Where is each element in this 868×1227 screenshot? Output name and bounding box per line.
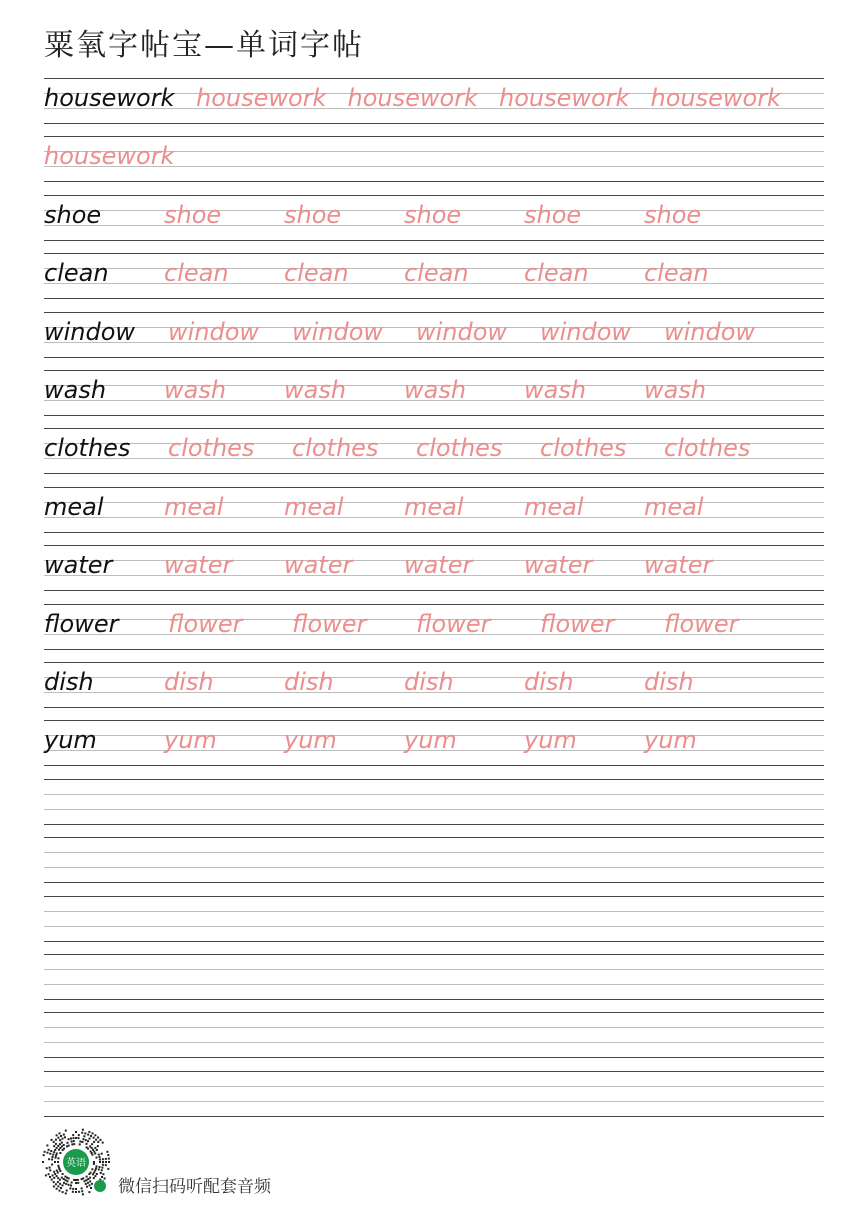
word-row	[44, 253, 824, 298]
word-row	[44, 487, 824, 532]
ruled-block	[44, 136, 824, 181]
ruled-block	[44, 837, 824, 882]
trace-word: yum	[524, 726, 577, 755]
ruled-block	[44, 312, 824, 357]
trace-word: water	[644, 551, 713, 580]
ruled-line-bottom	[44, 1057, 824, 1058]
practice-area	[44, 0, 824, 1227]
word-row	[44, 720, 824, 765]
ruled-block	[44, 370, 824, 415]
trace-word: dish	[524, 668, 574, 696]
trace-word: flower	[664, 609, 739, 638]
trace-word: clean	[644, 259, 709, 288]
trace-word: clean	[404, 259, 469, 288]
ruled-line-bottom	[44, 298, 824, 299]
trace-word: water	[404, 551, 473, 580]
trace-word: clean	[164, 259, 229, 288]
ruled-block	[44, 896, 824, 941]
trace-word: housework	[347, 84, 478, 112]
trace-word: shoe	[284, 200, 342, 229]
ruled-block	[44, 428, 824, 473]
trace-word: window	[540, 317, 632, 346]
trace-word: meal	[524, 492, 584, 521]
model-word: housework	[44, 84, 175, 112]
ruled-block	[44, 195, 824, 240]
ruled-line-bottom	[44, 532, 824, 533]
word-row	[44, 78, 824, 123]
trace-word: shoe	[644, 200, 702, 229]
ruled-line-mid	[44, 926, 824, 927]
ruled-line-bottom	[44, 765, 824, 766]
trace-word: clothes	[168, 434, 255, 463]
trace-word: window	[664, 317, 756, 346]
ruled-line-bottom	[44, 649, 824, 650]
ruled-line-bottom	[44, 999, 824, 1000]
ruled-line-mid	[44, 867, 824, 868]
ruled-line-top	[44, 1071, 824, 1072]
ruled-line-mid	[44, 969, 824, 970]
trace-word: flower	[168, 609, 243, 638]
ruled-block	[44, 779, 824, 824]
word-row	[44, 312, 824, 357]
ruled-line-mid	[44, 1042, 824, 1043]
model-word: clean	[44, 259, 109, 288]
ruled-block	[44, 720, 824, 765]
word-row	[44, 370, 824, 415]
ruled-block	[44, 662, 824, 707]
footer-text: 微信扫码听配套音频	[118, 1177, 271, 1197]
ruled-line-mid	[44, 809, 824, 810]
word-row	[44, 604, 824, 649]
trace-word: meal	[404, 492, 464, 521]
qr-code-icon[interactable]	[40, 1126, 112, 1198]
word-row	[44, 662, 824, 707]
trace-word: housework	[196, 84, 327, 112]
model-word: window	[44, 317, 136, 346]
trace-word: clothes	[416, 434, 503, 463]
trace-word: clothes	[664, 434, 751, 463]
trace-word: clean	[524, 259, 589, 288]
trace-word: clothes	[540, 434, 627, 463]
ruled-line-bottom	[44, 181, 824, 182]
word-row	[44, 136, 824, 181]
ruled-block	[44, 1071, 824, 1116]
trace-word: window	[292, 317, 384, 346]
trace-word: wash	[164, 376, 227, 404]
trace-word: shoe	[524, 200, 582, 229]
trace-word: yum	[284, 726, 337, 755]
ruled-line-bottom	[44, 882, 824, 883]
ruled-line-mid	[44, 794, 824, 795]
model-word: water	[44, 551, 113, 580]
ruled-line-mid	[44, 852, 824, 853]
word-row	[44, 428, 824, 473]
trace-word: water	[284, 551, 353, 580]
ruled-line-top	[44, 896, 824, 897]
word-row	[44, 195, 824, 240]
ruled-block	[44, 487, 824, 532]
model-word: yum	[44, 726, 97, 755]
model-word: flower	[44, 609, 119, 638]
trace-word: yum	[644, 726, 697, 755]
qr-badge-text: 英语	[66, 1158, 86, 1169]
trace-word: flower	[540, 609, 615, 638]
word-row	[44, 545, 824, 590]
ruled-block	[44, 1012, 824, 1057]
ruled-block	[44, 253, 824, 298]
trace-word: dish	[164, 668, 214, 696]
trace-word: water	[524, 551, 593, 580]
ruled-line-top	[44, 779, 824, 780]
trace-word: wash	[284, 376, 347, 404]
trace-word: housework	[499, 84, 630, 112]
ruled-line-bottom	[44, 123, 824, 124]
ruled-line-mid	[44, 1086, 824, 1087]
ruled-line-bottom	[44, 415, 824, 416]
ruled-line-bottom	[44, 473, 824, 474]
model-word: dish	[44, 668, 94, 696]
trace-word: clothes	[292, 434, 379, 463]
ruled-line-top	[44, 954, 824, 955]
ruled-line-bottom	[44, 941, 824, 942]
trace-word: wash	[644, 376, 707, 404]
trace-word: wash	[404, 376, 467, 404]
ruled-block	[44, 545, 824, 590]
trace-word: wash	[524, 376, 587, 404]
trace-word: meal	[284, 492, 344, 521]
model-word: clothes	[44, 434, 131, 463]
model-word: meal	[44, 492, 104, 521]
trace-word: window	[416, 317, 508, 346]
ruled-line-mid	[44, 1101, 824, 1102]
ruled-line-mid	[44, 1027, 824, 1028]
ruled-block	[44, 954, 824, 999]
trace-word: housework	[650, 84, 781, 112]
ruled-line-bottom	[44, 824, 824, 825]
ruled-line-bottom	[44, 707, 824, 708]
model-word: wash	[44, 376, 107, 404]
trace-word: yum	[164, 726, 217, 755]
trace-word: flower	[416, 609, 491, 638]
trace-word: dish	[284, 668, 334, 696]
ruled-line-bottom	[44, 240, 824, 241]
trace-word: dish	[404, 668, 454, 696]
ruled-line-bottom	[44, 357, 824, 358]
ruled-line-bottom	[44, 590, 824, 591]
trace-word: shoe	[404, 200, 462, 229]
trace-word: dish	[644, 668, 694, 696]
trace-word: meal	[644, 492, 704, 521]
ruled-line-bottom	[44, 1116, 824, 1117]
trace-word: meal	[164, 492, 224, 521]
ruled-block	[44, 78, 824, 123]
page-title: 粟氧字帖宝—单词字帖	[44, 28, 364, 63]
trace-word: yum	[404, 726, 457, 755]
ruled-line-mid	[44, 911, 824, 912]
footer	[40, 1126, 440, 1206]
ruled-line-mid	[44, 984, 824, 985]
model-word: shoe	[44, 200, 102, 229]
trace-word: clean	[284, 259, 349, 288]
ruled-line-top	[44, 1012, 824, 1013]
ruled-line-top	[44, 837, 824, 838]
trace-word: housework	[44, 142, 175, 171]
trace-word: shoe	[164, 200, 222, 229]
ruled-block	[44, 604, 824, 649]
trace-word: window	[168, 317, 260, 346]
trace-word: water	[164, 551, 233, 580]
trace-word: flower	[292, 609, 367, 638]
